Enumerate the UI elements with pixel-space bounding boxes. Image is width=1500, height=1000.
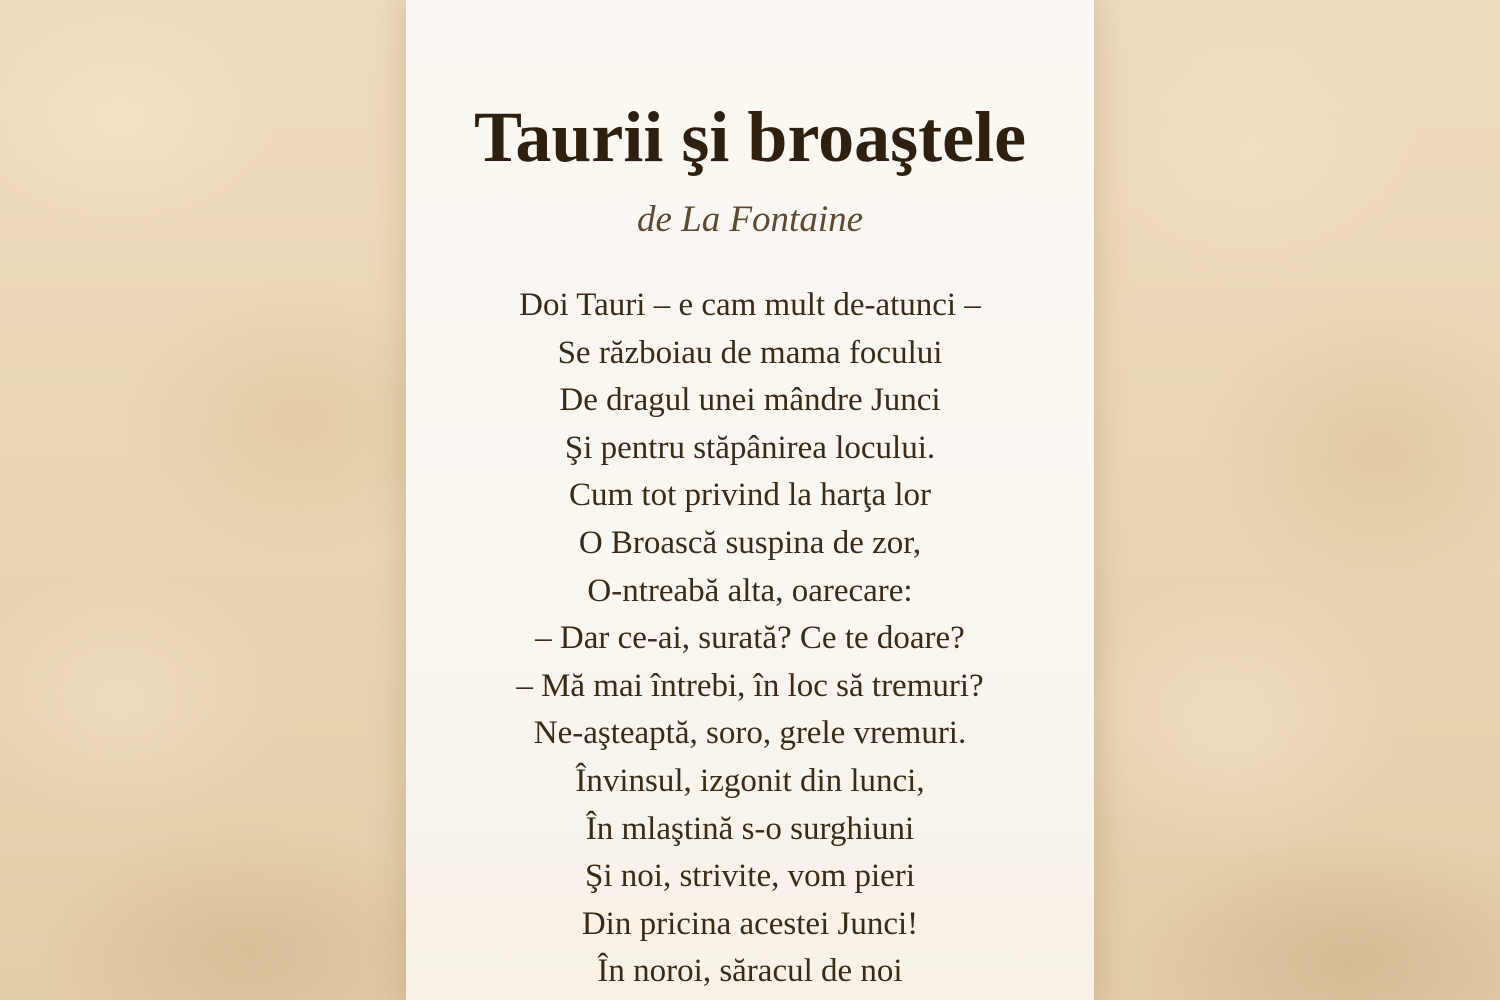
poem-line: Doi Tauri – e cam mult de-atunci – [519, 287, 981, 323]
poem-line: De dragul unei mândre Junci [559, 382, 941, 419]
poem-line: În mlaştină s-o surghiuni [585, 810, 915, 847]
poem-line: Şi pentru stăpânirea locului. [564, 429, 936, 466]
poem-line: Din pricina acestei Junci! [581, 905, 919, 942]
poem-line: Ne-aşteaptă, soro, grele vremuri. [533, 715, 967, 752]
poem-line: Se războiau de mama focului [557, 334, 943, 371]
poem-line: O Broască suspina de zor, [578, 524, 922, 561]
poem-line: Învinsul, izgonit din lunci, [575, 762, 925, 799]
poem-line: În noroi, săracul de noi [597, 953, 903, 990]
poem-body [406, 282, 1094, 996]
poem-line: O-ntreabă alta, oarecare: [587, 572, 913, 609]
poem-author: de La Fontaine [636, 199, 864, 240]
poem-line: – Mă mai întrebi, în loc să tremuri? [516, 667, 984, 704]
poem-line: Cum tot privind la harţa lor [568, 477, 932, 514]
poem-page [406, 0, 1094, 1000]
poem-title: Taurii şi broaştele [473, 97, 1027, 177]
poem-line: Şi noi, strivite, vom pieri [585, 858, 915, 895]
poem-line: – Dar ce-ai, surată? Ce te doare? [535, 620, 965, 657]
